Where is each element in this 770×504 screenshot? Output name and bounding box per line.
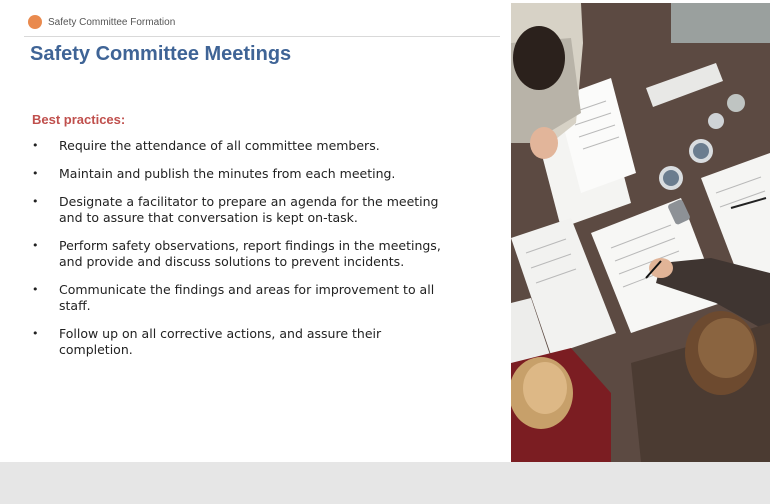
section-label: Safety Committee Formation	[48, 17, 176, 28]
bullet-icon: •	[32, 283, 39, 296]
list-item-text: Require the attendance of all committee members.	[59, 138, 380, 153]
list-item	[30, 238, 450, 270]
list-item-text: Maintain and publish the minutes from each meeting.	[59, 166, 396, 181]
best-practices-list	[30, 138, 450, 370]
list-item	[30, 282, 450, 314]
list-item	[30, 138, 450, 154]
list-item-text: Follow up on all corrective actions, and assure their completion.	[59, 326, 382, 357]
bullet-icon: •	[32, 327, 39, 340]
footer-band	[0, 462, 770, 504]
section-dot-icon	[28, 15, 42, 29]
list-item-text: Perform safety observations, report findings in the meetings, and provide and discuss solutions to prevent incidents.	[59, 238, 441, 269]
meeting-photo	[511, 3, 770, 462]
list-item	[30, 194, 450, 226]
list-item	[30, 326, 450, 358]
bullet-icon: •	[32, 195, 39, 208]
page-title: Safety Committee Meetings	[30, 43, 292, 65]
best-practices-heading: Best practices:	[32, 112, 126, 127]
list-item	[30, 166, 450, 182]
list-item-text: Communicate the findings and areas for improvement to all staff.	[59, 282, 435, 313]
bullet-icon: •	[32, 139, 39, 152]
list-item-text: Designate a facilitator to prepare an agenda for the meeting and to assure that conversation is kept on-task.	[59, 194, 439, 225]
header-divider	[24, 36, 500, 37]
bullet-icon: •	[32, 167, 39, 180]
bullet-icon: •	[32, 239, 39, 252]
